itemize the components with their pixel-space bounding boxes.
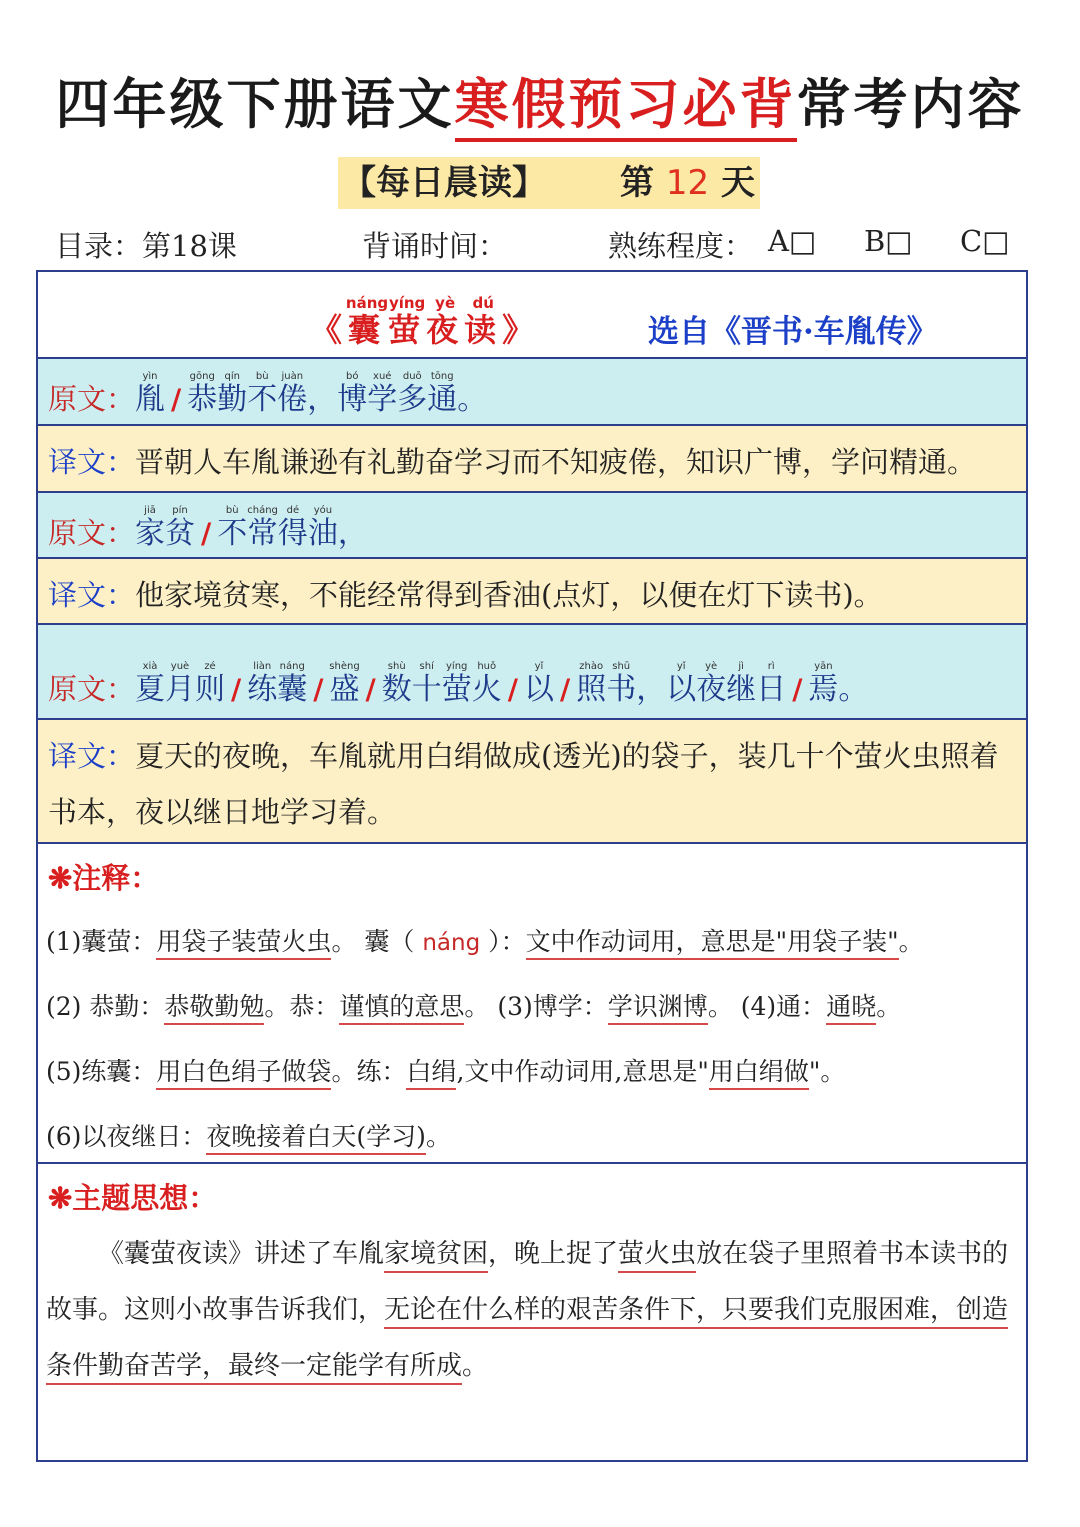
original-char: 月yuè — [165, 661, 196, 707]
pause-slash: / — [559, 673, 571, 706]
pause-slash: / — [365, 673, 376, 706]
original-row-2 — [38, 493, 1026, 559]
original-char: 家jiā — [135, 505, 166, 551]
original-char: 继jì — [726, 661, 757, 707]
proficiency-label: 熟练程度： — [608, 229, 754, 263]
pause-slash: / — [171, 383, 182, 416]
pause-slash: / — [792, 673, 803, 706]
title-highlight: 寒假预习必背 — [455, 72, 797, 142]
note-1: (1)囊萤：用袋子装萤火虫。 囊（ náng ）：文中作动词用，意思是"用袋子装"。 — [46, 922, 924, 958]
translation-row-2 — [38, 559, 1026, 625]
original-label: 原文： — [48, 672, 136, 706]
original-text — [135, 371, 488, 417]
original-char: 。 — [838, 672, 869, 707]
original-char: 恭gōng — [187, 371, 218, 417]
original-char: 火huǒ — [471, 661, 502, 707]
pause-slash: / — [201, 517, 212, 550]
original-label: 原文： — [48, 516, 136, 550]
original-char: 油yóu — [307, 505, 338, 551]
note-3: (5)练囊：用白色绢子做袋。练：白绢,文中作动词用,意思是"用白绢做"。 — [46, 1052, 845, 1088]
translation-row-3 — [38, 720, 1026, 844]
original-row-1 — [38, 359, 1026, 426]
original-char: 胤yìn — [135, 371, 166, 417]
notes-title: ❋注释： — [48, 861, 160, 895]
poem-source: 选自《晋书·车胤传》 — [648, 314, 938, 350]
original-char: 夏xià — [135, 661, 166, 707]
translation-text: 晋朝人车胤谦逊有礼勤奋学习而不知疲倦，知识广博，学问精通。 — [135, 445, 977, 479]
translation-row-1 — [38, 426, 1026, 493]
original-text — [135, 505, 368, 551]
title-char: 囊náng — [345, 294, 389, 349]
original-char: 练liàn — [247, 661, 278, 707]
content-box — [36, 270, 1028, 1462]
proficiency-option-c[interactable]: C□ — [960, 224, 1010, 258]
original-char: 博bó — [337, 371, 368, 417]
original-char: 常cháng — [247, 505, 278, 551]
original-char: 夜yè — [696, 661, 727, 707]
daily-reading-label: 【每日晨读】 — [342, 163, 546, 203]
original-char: ， — [337, 516, 368, 551]
day-number: 12 — [665, 163, 710, 203]
original-char: 勤qín — [217, 371, 248, 417]
original-char: 得dé — [277, 505, 308, 551]
note-2: (2) 恭勤：恭敬勤勉。恭：谨慎的意思。 (3)博学：学识渊博。 (4)通：通晓。 — [46, 987, 901, 1023]
original-char: 。 — [457, 382, 488, 417]
original-char: 日rì — [756, 661, 787, 707]
original-char: 数shù — [381, 661, 412, 707]
proficiency-option-a[interactable]: A□ — [768, 224, 817, 258]
original-char: 囊náng — [277, 661, 308, 707]
day-counter: 第 12 天 — [620, 163, 755, 203]
original-char: 则zé — [195, 661, 226, 707]
title-char: 夜yè — [426, 294, 465, 349]
original-char: 贫pín — [165, 505, 196, 551]
poem-title: 《囊náng萤yíng夜yè读dú》 — [310, 294, 541, 349]
original-char: 书shū — [606, 661, 637, 707]
pause-slash: / — [507, 673, 518, 706]
original-text — [135, 661, 869, 707]
original-char: ， — [307, 382, 338, 417]
original-char: 学xué — [367, 371, 398, 417]
original-char: ， — [636, 672, 667, 707]
title-char: 萤yíng — [388, 294, 427, 349]
original-char: 不bù — [217, 505, 248, 551]
translation-text: 夏天的夜晚，车胤就用白绢做成(透光)的袋子，装几十个萤火虫照着书本，夜以继日地学习着。 — [48, 739, 999, 829]
theme-title: ❋主题思想： — [48, 1181, 218, 1215]
original-char: 通tōng — [427, 371, 458, 417]
original-char: 以yǐ — [666, 661, 697, 707]
original-row-3 — [38, 625, 1026, 720]
pause-slash: / — [231, 673, 242, 706]
translation-label: 译文： — [48, 739, 136, 773]
poem-header-row — [38, 272, 1026, 359]
theme-section — [38, 1164, 1026, 1460]
meta-row — [0, 224, 1080, 264]
original-label: 原文： — [48, 382, 136, 416]
note-4: (6)以夜继日：夜晚接着白天(学习)。 — [46, 1117, 451, 1153]
original-char: 倦juàn — [277, 371, 308, 417]
pause-slash: / — [313, 673, 324, 706]
catalog-label: 目录：第18课 — [55, 229, 237, 263]
theme-paragraph: 《囊萤夜读》讲述了车胤家境贫困，晚上捉了萤火虫放在袋子里照着书本读书的故事。这则小故事告诉我们，无论在什么样的艰苦条件下，只要我们克服困难，创造条件勤奋苦学，最终一定能学有所成。 — [46, 1226, 1016, 1394]
title-char: 读dú — [464, 294, 503, 349]
daily-reading-banner — [338, 157, 760, 209]
original-char: 十shí — [411, 661, 442, 707]
original-char: 焉yān — [808, 661, 839, 707]
original-char: 照zhào — [576, 661, 607, 707]
original-char: 萤yíng — [441, 661, 472, 707]
original-char: 盛shèng — [329, 661, 360, 707]
original-char: 多duō — [397, 371, 428, 417]
proficiency-option-b[interactable]: B□ — [864, 224, 913, 258]
translation-label: 译文： — [48, 578, 136, 612]
notes-section — [38, 844, 1026, 1164]
original-char: 以yǐ — [523, 661, 554, 707]
recite-time-label: 背诵时间： — [362, 229, 508, 263]
translation-text: 他家境贫寒，不能经常得到香油(点灯，以便在灯下读书)。 — [135, 578, 883, 612]
original-char: 不bù — [247, 371, 278, 417]
page-title: 四年级下册语文寒假预习必背常考内容 — [0, 62, 1080, 139]
translation-label: 译文： — [48, 445, 136, 479]
